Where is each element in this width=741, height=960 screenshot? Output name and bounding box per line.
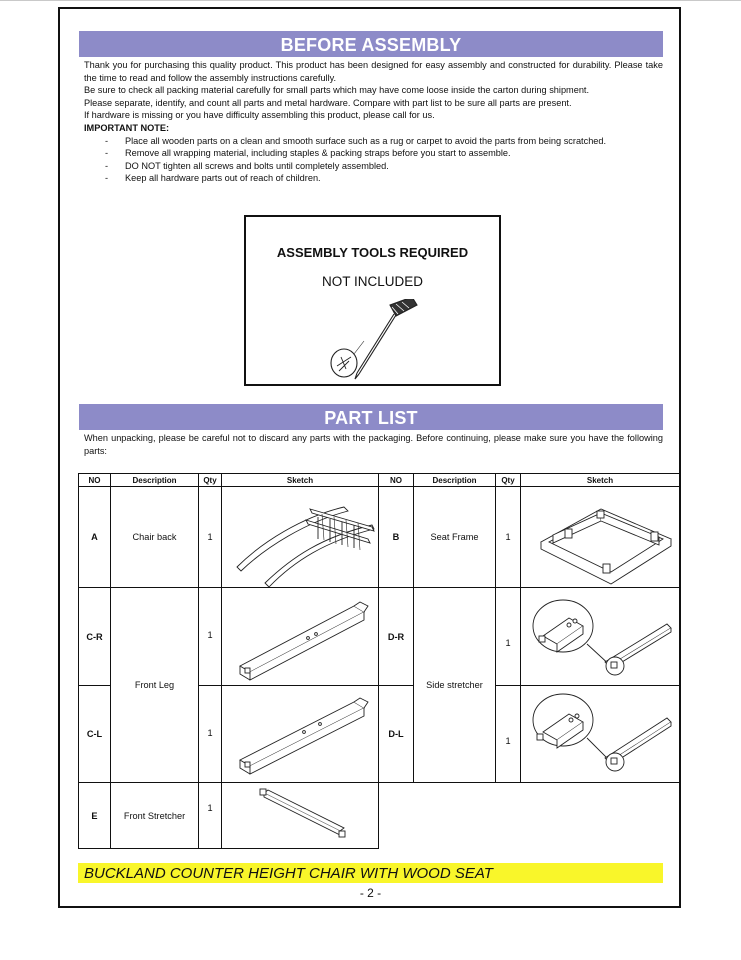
tools-subtitle: NOT INCLUDED [321,274,423,289]
side-stretcher-right-sketch [521,588,680,686]
part-no: B [379,487,414,588]
note-text: Remove all wrapping material, including staples & packing straps before you start to assemble. [125,148,511,159]
side-stretcher-left-drawing [521,686,680,782]
part-qty-value: 1 [505,638,511,648]
header-description: Description [414,474,496,487]
front-leg-left-drawing [222,686,379,782]
note-text: Place all wooden parts on a clean and smooth surface such as a rug or carpet to avoid the parts from being scratched. [125,135,607,146]
part-qty [199,588,222,686]
note-item [84,147,663,160]
part-list-intro: When unpacking, please be careful not to discard any parts with the packaging. Before continuing, please make sure you have the following parts: [84,433,663,456]
bullet-dash: - [105,160,109,171]
part-no: C-R [79,588,111,686]
part-qty-value: 1 [207,803,213,813]
note-text: Keep all hardware parts out of reach of children. [125,173,321,184]
table-row [79,487,680,588]
intro-paragraph: Please separate, identify, and count all parts and metal hardware. Compare with part list to be sure all parts are present. [84,97,572,108]
front-stretcher-sketch [222,783,379,849]
intro-paragraph: Be sure to check all packing material carefully for small parts which may have come loose inside the carton during shipment. [84,85,590,96]
seat-frame-sketch [521,487,680,588]
part-no: E [79,783,111,849]
header-no: NO [79,474,111,487]
part-qty: 1 [199,487,222,588]
bullet-dash: - [105,173,109,184]
product-name-banner: BUCKLAND COUNTER HEIGHT CHAIR WITH WOOD SEAT [78,863,663,883]
intro-paragraph: If hardware is missing or you have difficulty assembling this product, please call for us. [84,110,435,121]
part-qty [199,783,222,849]
header-qty: Qty [199,474,222,487]
part-qty-value: 1 [505,736,511,746]
chair-back-drawing [222,487,379,587]
table-header-row [79,474,680,487]
seat-frame-drawing [521,487,680,587]
front-stretcher-drawing [222,783,379,848]
part-qty [199,686,222,783]
parts-table [78,473,680,849]
part-no: D-R [379,588,414,686]
part-no: C-L [79,686,111,783]
table-row [79,588,680,686]
note-item [84,160,663,173]
important-note-label: IMPORTANT NOTE: [84,122,170,133]
header-qty: Qty [496,474,521,487]
side-stretcher-right-drawing [521,588,680,685]
before-assembly-text [84,59,663,185]
part-qty-value: 1 [207,728,213,738]
part-qty-value: 1 [207,630,213,640]
header-sketch: Sketch [222,474,379,487]
tools-title: ASSEMBLY TOOLS REQUIRED [276,245,469,260]
chair-back-sketch [222,487,379,588]
table-row [79,783,680,849]
part-description: Front Stretcher [111,783,199,849]
part-no: D-L [379,686,414,783]
front-leg-left-sketch [222,686,379,783]
header-sketch: Sketch [521,474,680,487]
part-qty: 1 [496,487,521,588]
part-description: Front Leg [111,588,199,783]
phillips-screwdriver-icon [324,299,424,384]
header-description: Description [111,474,199,487]
intro-paragraph: Thank you for purchasing this quality product. This product has been designed for easy assembly and constructed for durability. Please take the time to read and follow the assembly instructions carefully. [84,60,663,83]
header-no: NO [379,474,414,487]
part-qty [496,588,521,686]
part-no: A [79,487,111,588]
front-leg-right-drawing [222,588,379,685]
part-description: Seat Frame [414,487,496,588]
tools-required-box [244,215,501,386]
front-leg-right-sketch [222,588,379,686]
note-item [84,135,663,148]
part-description: Side stretcher [414,588,496,783]
page-top-rule [0,0,741,1]
part-qty [496,686,521,783]
empty-cell [379,783,680,849]
bullet-dash: - [105,148,109,159]
page-number: - 2 - [359,886,382,900]
part-list-heading: PART LIST [79,404,663,430]
important-note-list [84,135,663,185]
part-description: Chair back [111,487,199,588]
before-assembly-heading: BEFORE ASSEMBLY [79,31,663,57]
note-item [84,172,663,185]
side-stretcher-left-sketch [521,686,680,783]
note-text: DO NOT tighten all screws and bolts until completely assembled. [125,160,389,171]
bullet-dash: - [105,135,109,146]
